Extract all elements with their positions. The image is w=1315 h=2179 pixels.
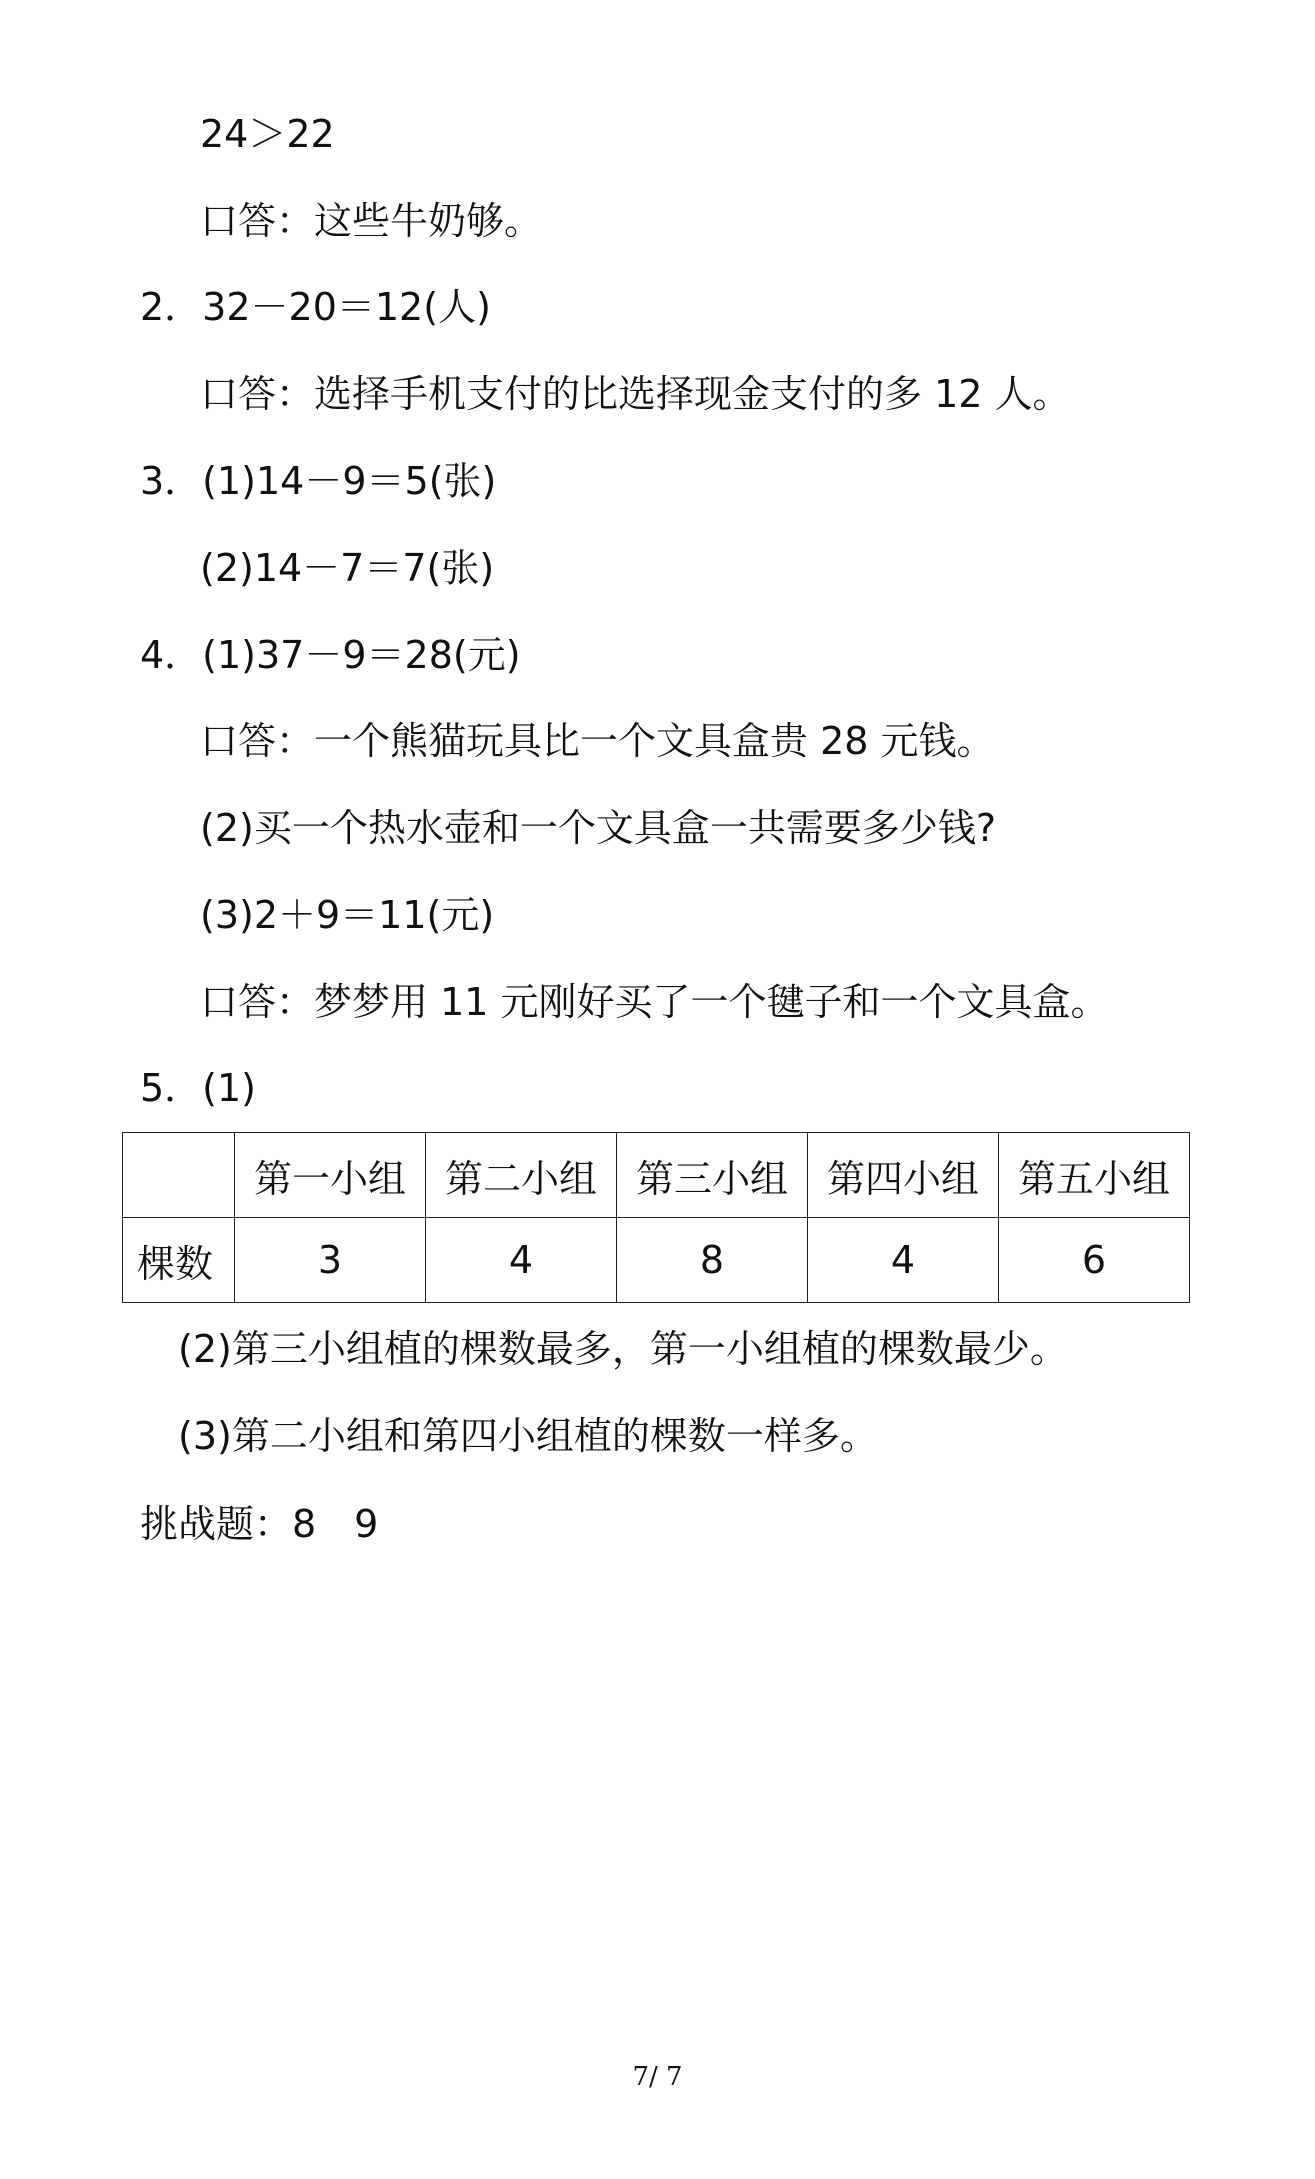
table-cell: 3 <box>235 1218 426 1303</box>
answer-line: 口答：这些牛奶够。 <box>200 199 543 243</box>
table-header-cell: 第五小组 <box>999 1133 1190 1218</box>
answer-line: 口答：梦梦用 11 元刚好买了一个毽子和一个文具盒。 <box>200 980 1109 1024</box>
table-cell: 6 <box>999 1218 1190 1303</box>
answer-line: (2)第三小组植的棵数最多，第一小组植的棵数最少。 <box>178 1327 1068 1371</box>
table-header-cell: 第三小组 <box>617 1133 808 1218</box>
table-header-cell: 第一小组 <box>235 1133 426 1218</box>
table-header-cell: 第二小组 <box>426 1133 617 1218</box>
table-cell: 4 <box>426 1218 617 1303</box>
question-3-line: 3．(1)14－9＝5(张) <box>140 459 497 503</box>
table-cell: 8 <box>617 1218 808 1303</box>
answer-line: 口答：一个熊猫玩具比一个文具盒贵 28 元钱。 <box>200 719 995 763</box>
table-cell <box>123 1133 235 1218</box>
table-header-cell: 第四小组 <box>808 1133 999 1218</box>
question-5-line: 5．(1) <box>140 1066 257 1110</box>
challenge-line: 挑战题：8 9 <box>140 1502 379 1546</box>
table-cell: 4 <box>808 1218 999 1303</box>
row-header-cell: 棵数 <box>123 1218 235 1303</box>
table-row <box>123 1218 1190 1303</box>
page-number: 7/ 7 <box>632 2062 683 2092</box>
answer-line: (2)买一个热水壶和一个文具盒一共需要多少钱? <box>200 806 996 850</box>
answer-line: (2)14－7＝7(张) <box>200 546 495 590</box>
answer-line: 24＞22 <box>200 112 335 156</box>
question-2-line: 2．32－20＝12(人) <box>140 285 491 329</box>
tree-count-table <box>122 1132 1190 1303</box>
question-4-line: 4．(1)37－9＝28(元) <box>140 633 521 677</box>
table-header-row <box>123 1133 1190 1218</box>
answer-line: (3)第二小组和第四小组植的棵数一样多。 <box>178 1414 878 1458</box>
answer-line: 口答：选择手机支付的比选择现金支付的多 12 人。 <box>200 372 1071 416</box>
answer-line: (3)2＋9＝11(元) <box>200 893 495 937</box>
